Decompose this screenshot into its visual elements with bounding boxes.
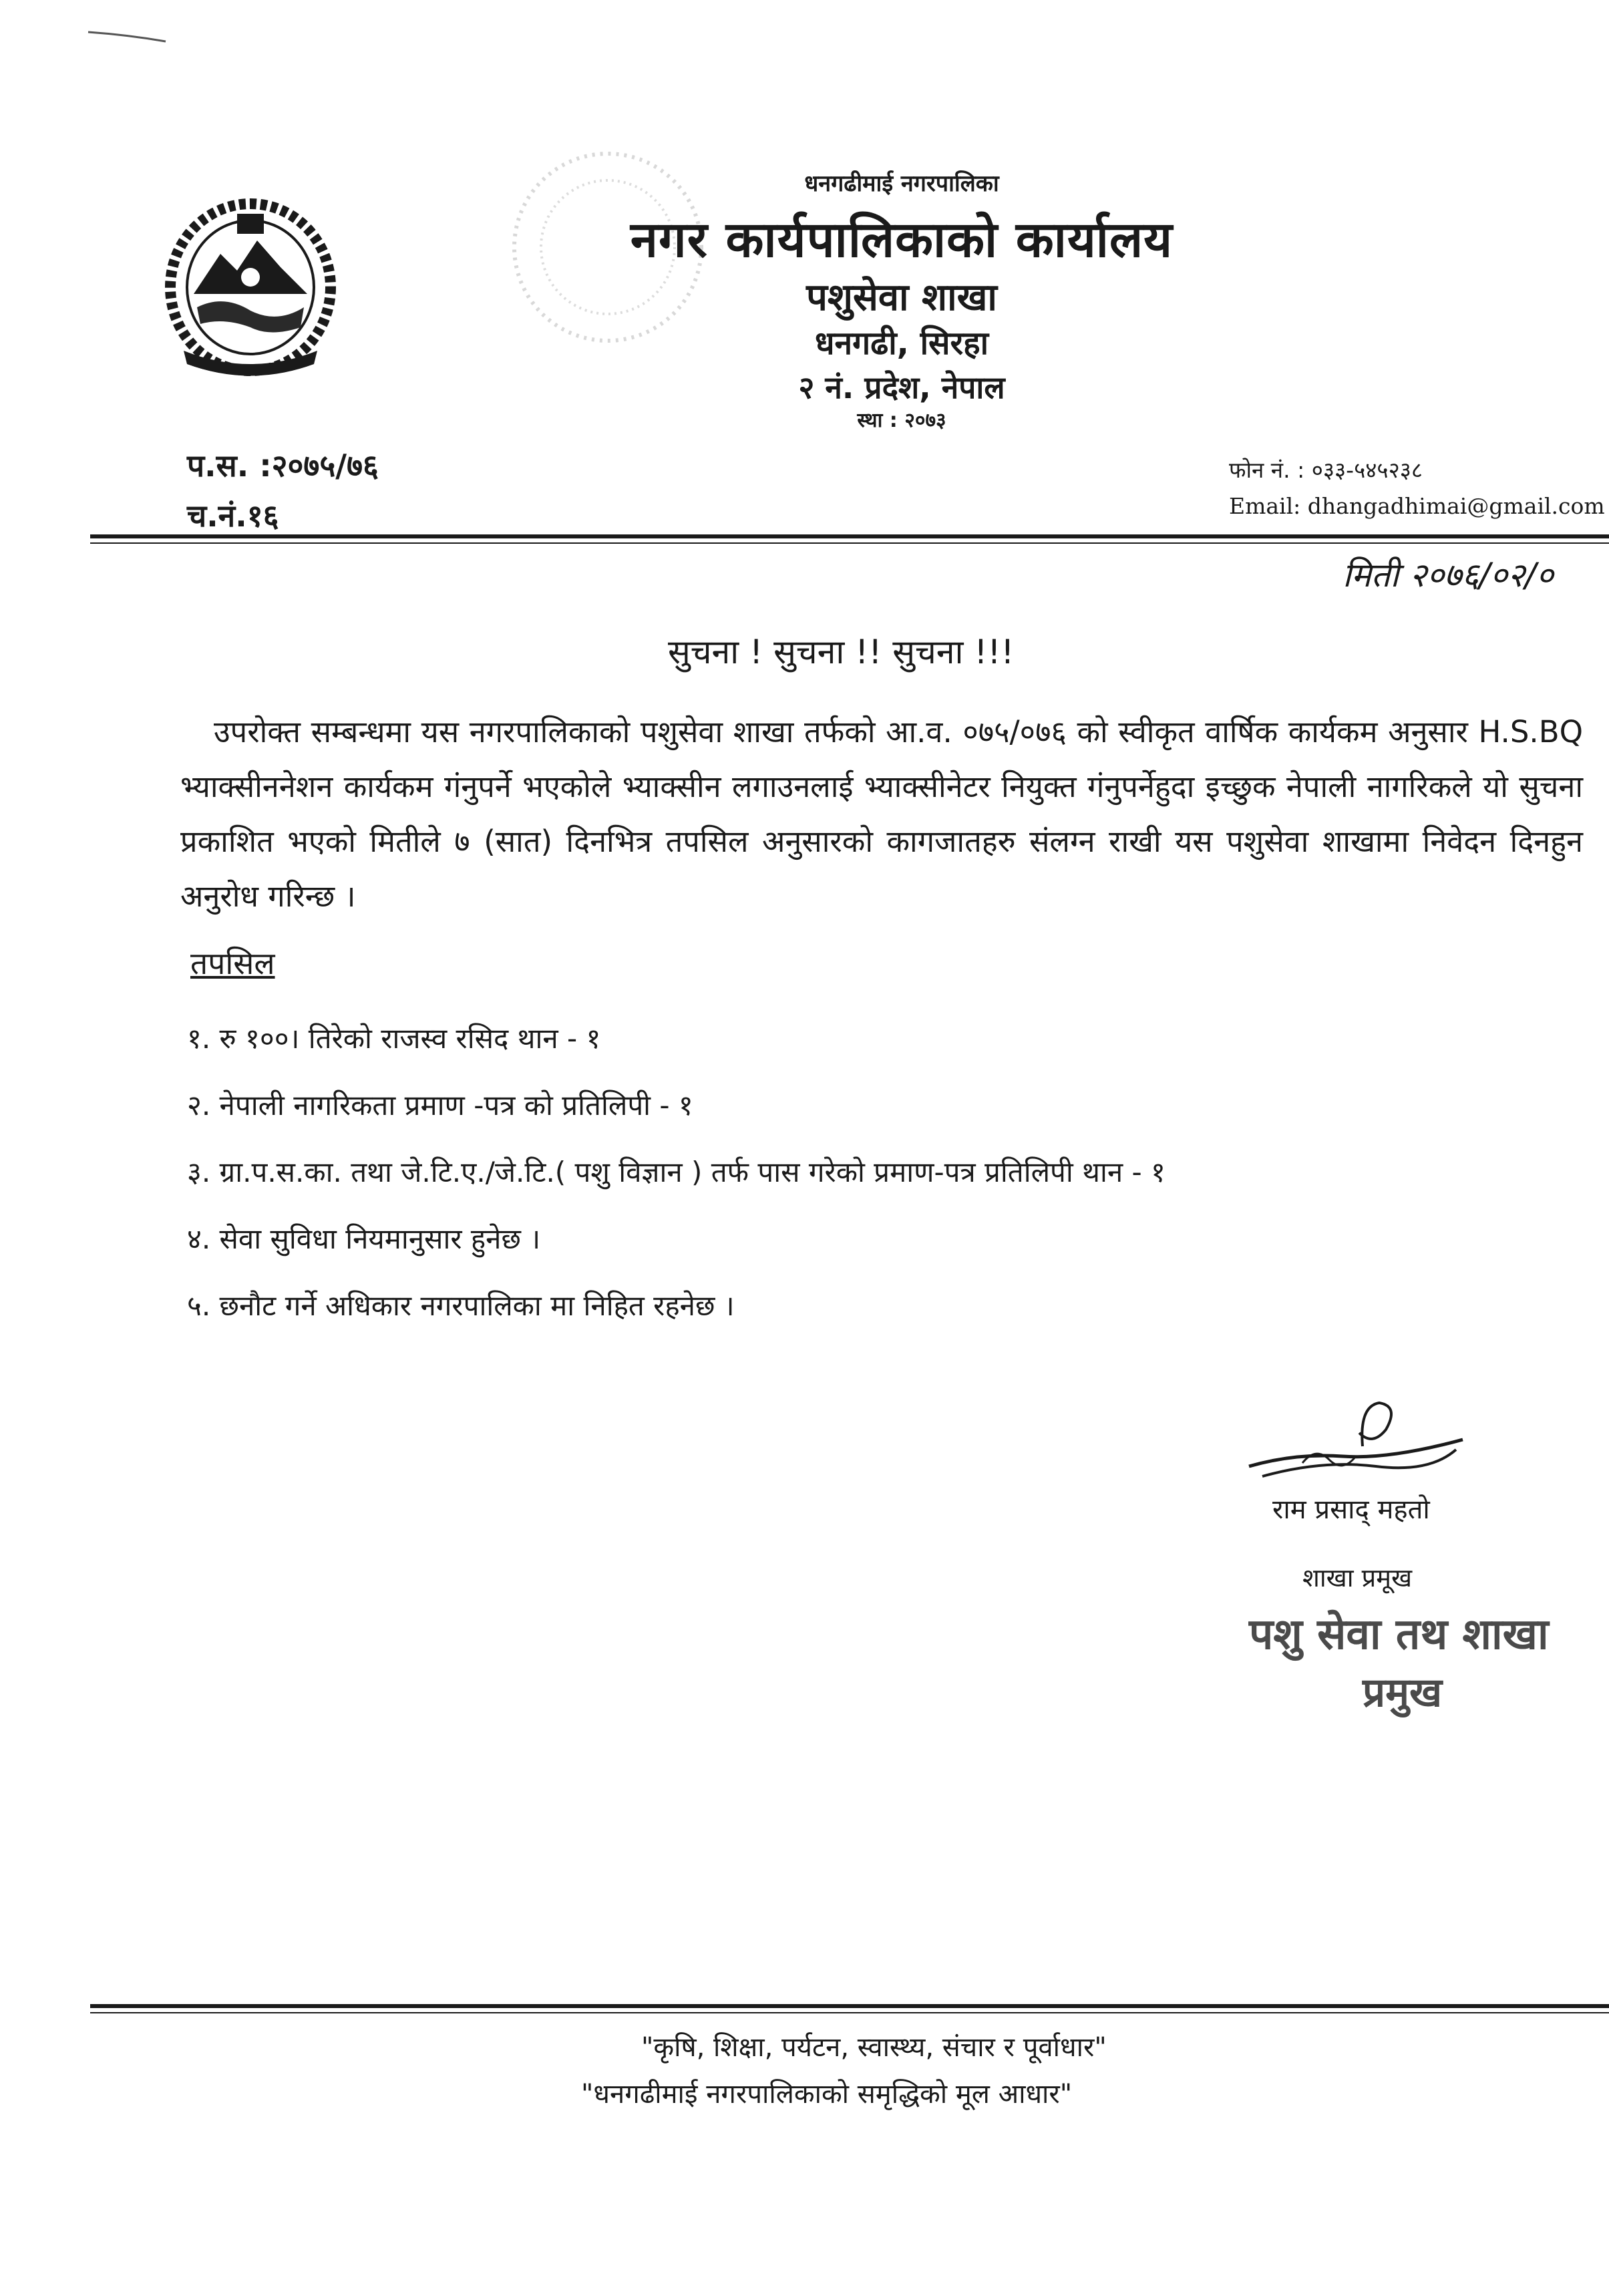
official-stamp-line1: पशु सेवा तथ शाखा — [1249, 1610, 1549, 1659]
email-address[interactable]: dhangadhimai@gmail.com — [1307, 493, 1605, 519]
notice-body: उपरोक्त सम्बन्धमा यस नगरपालिकाको पशुसेवा शाखा तर्फको आ.व. ०७५/०७६ को स्वीकृत वार्षिक कार्यकम अनुसार H.S.BQ भ्याक्सीननेशन कार्यकम गंनुपर्ने भएकोले भ्याक्सीन लगाउनलाई भ्याक्सीनेटर नियुक्त गंनुपर्नेहुदा इच्छुक नेपाली नागरिकले यो सुचना प्रकाशित भएको मितीले ७ (सात) दिनभित्र तपसिल अनुसारको कागजातहरु संलग्न राखी यस पशुसेवा शाखामा निवेदन दिनहुन अनुरोध गरिन्छ । — [180, 714, 1583, 914]
email-row — [1229, 493, 1605, 519]
established-year: स्था : २०७३ — [857, 409, 946, 432]
list-item: ४. सेवा सुविधा नियमानुसार हुनेछ । — [187, 1222, 541, 1255]
handwritten-signature — [1242, 1393, 1469, 1493]
branch-name: पशुसेवा शाखा — [806, 276, 997, 319]
dispatch-number: च.नं.१६ — [187, 498, 279, 534]
header-divider-thick — [90, 534, 1609, 538]
office-address: धनगढी, सिरहा — [814, 325, 989, 362]
footer-divider-thin — [90, 2012, 1609, 2013]
municipality-name: धनगढीमाई नगरपालिका — [804, 170, 999, 197]
footer-motto-line1: "कृषि, शिक्षा, पर्यटन, स्वास्थ्य, संचार र पूर्वाधार" — [641, 2032, 1107, 2063]
signatory-name: राम प्रसाद् महतो — [1272, 1494, 1430, 1525]
notice-title: सुचना ! सुचना !! सुचना !!! — [668, 633, 1015, 671]
nepal-emblem-icon — [157, 194, 344, 387]
office-title: नगर कार्यपालिकाको कार्यालय — [630, 211, 1174, 269]
list-item: १. रु १००। तिरेको राजस्व रसिद थान - १ — [187, 1022, 601, 1055]
header-divider-thin — [90, 542, 1609, 544]
office-province: २ नं. प्रदेश, नेपाल — [798, 369, 1005, 405]
email-label: Email: — [1229, 493, 1301, 519]
letter-date: मिती २०७६/०२/० — [1343, 556, 1554, 595]
list-item: २. नेपाली नागरिकता प्रमाण -पत्र को प्रतिलिपी - १ — [187, 1089, 693, 1122]
footer-motto-line2: "धनगढीमाई नगरपालिकाको समृद्धिको मूल आधार" — [581, 2079, 1073, 2110]
list-heading: तपसिल — [190, 945, 275, 981]
list-item: ५. छनौट गर्ने अधिकार नगरपालिका मा निहित रहनेछ । — [187, 1289, 735, 1322]
signatory-position: शाखा प्रमूख — [1302, 1563, 1413, 1593]
corner-pen-mark — [87, 27, 167, 47]
list-item: ३. ग्रा.प.स.का. तथा जे.टि.ए./जे.टि.( पशु विज्ञान ) तर्फ पास गरेको प्रमाण-पत्र प्रतिलिपी थान - १ — [187, 1156, 1166, 1188]
official-stamp-line2: प्रमुख — [1363, 1669, 1443, 1716]
phone-number: फोन नं. : ०३३-५४५२३८ — [1229, 457, 1423, 483]
letter-reference-number: प.स. :२०७५/७६ — [187, 448, 379, 484]
footer-divider-thick — [90, 2004, 1609, 2008]
